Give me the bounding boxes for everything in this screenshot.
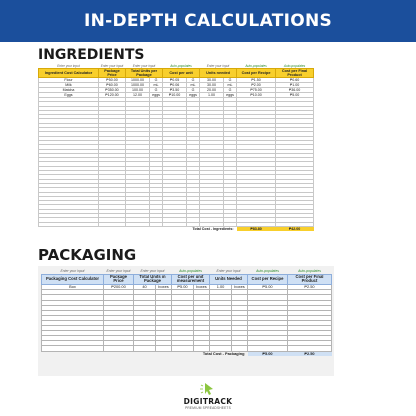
column-header: Units needed	[200, 69, 237, 78]
table-cell[interactable]: eggs	[187, 93, 200, 98]
packaging-table	[41, 269, 332, 356]
packaging-header-row	[42, 274, 332, 284]
hint-cell: Auto-populates	[298, 269, 321, 273]
total-label: Total Cost - Packaging	[202, 351, 245, 356]
ingredients-header-row	[39, 69, 314, 78]
hint-cell: Enter your input	[132, 64, 156, 68]
hint-cell: Auto-populates	[245, 64, 267, 68]
table-cell[interactable]: mL	[187, 83, 200, 88]
column-header: Total Units per Package	[126, 69, 163, 78]
cursor-arrow-icon	[199, 382, 217, 396]
column-header: Total Units in Package	[134, 274, 172, 284]
table-cell[interactable]: mL	[224, 83, 237, 88]
packaging-spreadsheet	[38, 266, 334, 376]
table-cell[interactable]: ₱60.00	[99, 83, 126, 88]
table-cell[interactable]: 12.00	[126, 93, 150, 98]
hint-cell: Enter your input	[100, 64, 124, 68]
table-cell[interactable]: 1.00	[200, 93, 224, 98]
table-cell[interactable]: 40	[134, 284, 156, 290]
table-cell[interactable]: ₱0.60	[276, 78, 314, 83]
table-cell[interactable]: ₱0.05	[163, 78, 187, 83]
table-cell[interactable]: Eggs	[39, 93, 99, 98]
title-banner	[0, 0, 416, 42]
table-cell[interactable]: G	[150, 88, 163, 93]
column-header: Cost per Recipe	[237, 69, 276, 78]
table-cell[interactable]: 1.00	[210, 284, 232, 290]
table-cell[interactable]: ₱2.50	[288, 284, 332, 290]
table-cell[interactable]: ₱5.00	[276, 93, 314, 98]
total-label: Total Cost - Ingredients:	[192, 226, 234, 231]
packaging-body	[42, 284, 332, 351]
table-cell[interactable]: Matcha	[39, 88, 99, 93]
table-cell[interactable]: ₱0.06	[163, 83, 187, 88]
hint-cell: Enter your input	[60, 269, 85, 273]
ingredients-section-title: INGREDIENTS	[38, 47, 145, 63]
hint-cell: Auto-populates	[170, 64, 192, 68]
logo-name: DIGITRACK	[183, 397, 233, 406]
table-cell[interactable]: ₱1.50	[237, 78, 276, 83]
table-cell[interactable]: ₱3.50	[163, 88, 187, 93]
table-cell[interactable]: eggs	[150, 93, 163, 98]
table-cell[interactable]: boxes	[232, 284, 248, 290]
ingredients-body	[39, 78, 314, 227]
table-cell[interactable]: mL	[150, 83, 163, 88]
table-cell[interactable]: ₱50.00	[99, 78, 126, 83]
hint-cell: Enter your input	[106, 269, 131, 273]
packaging-section-title: PACKAGING	[38, 246, 137, 264]
hint-cell: Auto-populates	[179, 269, 202, 273]
ingredients-spreadsheet	[38, 64, 313, 246]
table-cell[interactable]: Milk	[39, 83, 99, 88]
logo-tagline: PREMIUM SPREADSHEETS	[185, 406, 231, 410]
column-header: Cost per Final Product	[288, 274, 332, 284]
table-cell[interactable]: G	[150, 78, 163, 83]
table-cell[interactable]: ₱2.00	[237, 83, 276, 88]
ingredients-total-row	[39, 226, 314, 231]
table-cell[interactable]: 30.00	[200, 83, 224, 88]
column-header: Units Needed	[210, 274, 248, 284]
table-cell[interactable]: eggs	[224, 93, 237, 98]
table-cell[interactable]: boxes	[156, 284, 172, 290]
column-header: Cost per unit measurement	[172, 274, 210, 284]
banner-title: IN-DEPTH CALCULATIONS	[83, 11, 333, 31]
table-cell[interactable]: ₱10.00	[163, 93, 187, 98]
column-header: Package Price	[99, 69, 126, 78]
total-final-cost: ₱42.00	[276, 226, 314, 231]
total-recipe-cost: ₱83.80	[237, 226, 276, 231]
table-cell[interactable]: G	[187, 88, 200, 93]
table-cell[interactable]: Flour	[39, 78, 99, 83]
column-header: Package Price	[104, 274, 134, 284]
table-cell[interactable]: 100.00	[126, 88, 150, 93]
hint-cell: Auto-populates	[283, 64, 306, 68]
table-cell[interactable]: ₱75.00	[237, 88, 276, 93]
hint-cell: Enter your input	[57, 64, 80, 68]
column-header: Cost per unit	[163, 69, 200, 78]
table-cell[interactable]: boxes	[194, 284, 210, 290]
hint-cell: Enter your input	[216, 269, 241, 273]
hint-cell: Enter your input	[206, 64, 230, 68]
table-cell[interactable]: ₱200.00	[104, 284, 134, 290]
table-cell[interactable]: G	[224, 78, 237, 83]
hint-cell: Auto-populates	[256, 269, 279, 273]
total-final-cost: ₱2.50	[288, 351, 332, 356]
ingredients-table	[38, 64, 314, 231]
table-cell[interactable]: 1000.00	[126, 78, 150, 83]
table-cell[interactable]: G	[187, 78, 200, 83]
table-cell[interactable]: 1000.00	[126, 83, 150, 88]
table-cell[interactable]: Box	[42, 284, 104, 290]
table-cell[interactable]: 30.00	[200, 78, 224, 83]
total-recipe-cost: ₱5.00	[248, 351, 288, 356]
hint-cell: Enter your input	[140, 269, 165, 273]
packaging-total-row	[42, 351, 332, 356]
column-header: Packaging Cost Calculator	[42, 274, 104, 284]
table-cell[interactable]: ₱120.00	[99, 93, 126, 98]
table-cell[interactable]: G	[224, 88, 237, 93]
column-header: Cost per Final Product	[276, 69, 314, 78]
column-header: Ingredient Cost Calculator	[39, 69, 99, 78]
column-header: Cost per Recipe	[248, 274, 288, 284]
table-cell[interactable]: ₱10.00	[237, 93, 276, 98]
table-cell[interactable]: ₱5.00	[248, 284, 288, 290]
table-cell[interactable]: ₱350.00	[99, 88, 126, 93]
brand-logo	[178, 382, 238, 414]
table-cell[interactable]: 20.00	[200, 88, 224, 93]
table-cell[interactable]: ₱5.00	[172, 284, 194, 290]
table-cell[interactable]: ₱36.00	[276, 88, 314, 93]
table-cell[interactable]: ₱1.00	[276, 83, 314, 88]
